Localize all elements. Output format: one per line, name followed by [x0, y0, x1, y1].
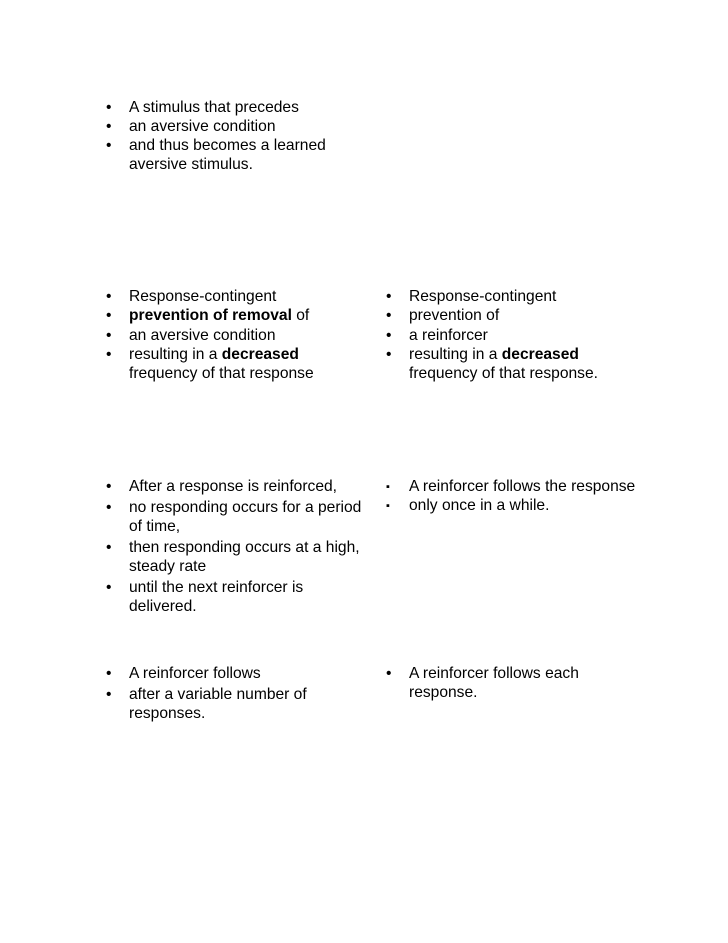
item-text: until the next reinforcer is delivered.	[129, 579, 304, 615]
bullet-icon: •	[106, 579, 112, 596]
item-text: no responding occurs for a period of time,	[129, 499, 362, 535]
list-item	[106, 326, 356, 345]
list-item	[106, 136, 356, 174]
item-text: A stimulus that precedes	[129, 99, 299, 116]
bullet-icon: •	[106, 539, 112, 556]
list-item	[106, 98, 356, 117]
item-text: after a variable number of responses.	[129, 686, 307, 722]
list-item	[386, 345, 646, 384]
item-text: A reinforcer follows the response	[409, 478, 636, 495]
item-text-after: frequency of that response	[129, 365, 314, 383]
bullet-list	[106, 477, 366, 616]
bullet-icon: •	[106, 665, 112, 682]
bullet-icon: •	[106, 288, 112, 305]
item-text: a reinforcer	[409, 326, 488, 344]
bullet-list	[386, 477, 646, 515]
bullet-list	[386, 664, 646, 702]
square-bullet-icon: ▪	[386, 481, 390, 493]
list-item	[106, 538, 366, 576]
bullet-icon: •	[106, 307, 112, 325]
card-continuous-reinforcement	[386, 664, 646, 702]
card-variable-ratio	[106, 664, 366, 723]
card-learned-aversive-stimulus	[106, 98, 356, 174]
item-text-after: frequency of that response.	[409, 365, 598, 383]
list-item	[386, 326, 646, 345]
item-text-after: of	[291, 307, 310, 325]
list-item	[106, 287, 356, 306]
item-text: A reinforcer follows each response.	[409, 665, 579, 701]
bullet-icon: •	[386, 326, 392, 344]
list-item	[386, 477, 646, 496]
bullet-icon: •	[106, 118, 112, 135]
item-text: Response-contingent	[129, 288, 277, 305]
list-item	[386, 306, 646, 325]
list-item	[106, 664, 366, 683]
list-item	[386, 496, 646, 515]
bullet-list	[106, 98, 356, 174]
bullet-icon: •	[106, 137, 112, 154]
card-avoidance-loss	[386, 287, 646, 383]
item-bold-text: decreased	[501, 345, 579, 363]
square-bullet-icon: ▪	[386, 500, 390, 512]
list-item	[106, 477, 366, 496]
item-text: After a response is reinforced,	[129, 478, 338, 495]
card-fixed-interval	[106, 477, 366, 616]
item-bold-text: decreased	[221, 345, 299, 363]
list-item	[106, 578, 366, 616]
item-text-before: resulting in a	[129, 345, 222, 363]
list-item	[106, 306, 356, 325]
item-text: A reinforcer follows	[129, 665, 261, 682]
bullet-icon: •	[106, 99, 112, 116]
item-text: then responding occurs at a high, steady rate	[129, 539, 360, 575]
item-text-before: resulting in a	[409, 345, 502, 363]
bullet-icon: •	[106, 686, 112, 703]
list-item	[106, 685, 366, 723]
bullet-list	[106, 664, 366, 723]
card-intermittent-reinforcement	[386, 477, 646, 515]
bullet-icon: •	[386, 307, 392, 325]
card-avoidance-punishment	[106, 287, 356, 383]
item-text: Response-contingent	[409, 288, 557, 305]
bullet-icon: •	[106, 326, 112, 344]
bullet-icon: •	[106, 345, 112, 363]
item-bold-text: prevention of removal	[129, 307, 292, 325]
item-text: an aversive condition	[129, 118, 276, 135]
item-text: prevention of	[409, 307, 500, 325]
list-item	[106, 345, 356, 384]
bullet-icon: •	[386, 345, 392, 363]
bullet-icon: •	[386, 665, 392, 682]
item-text: and thus becomes a learned aversive stimulus.	[129, 137, 326, 173]
list-item	[386, 664, 646, 702]
bullet-icon: •	[386, 288, 392, 305]
list-item	[106, 117, 356, 136]
item-text: only once in a while.	[409, 497, 550, 514]
bullet-icon: •	[106, 499, 112, 516]
bullet-list	[106, 287, 356, 383]
list-item	[386, 287, 646, 306]
item-text: an aversive condition	[129, 326, 276, 344]
bullet-icon: •	[106, 478, 112, 495]
bullet-list	[386, 287, 646, 383]
list-item	[106, 498, 366, 536]
